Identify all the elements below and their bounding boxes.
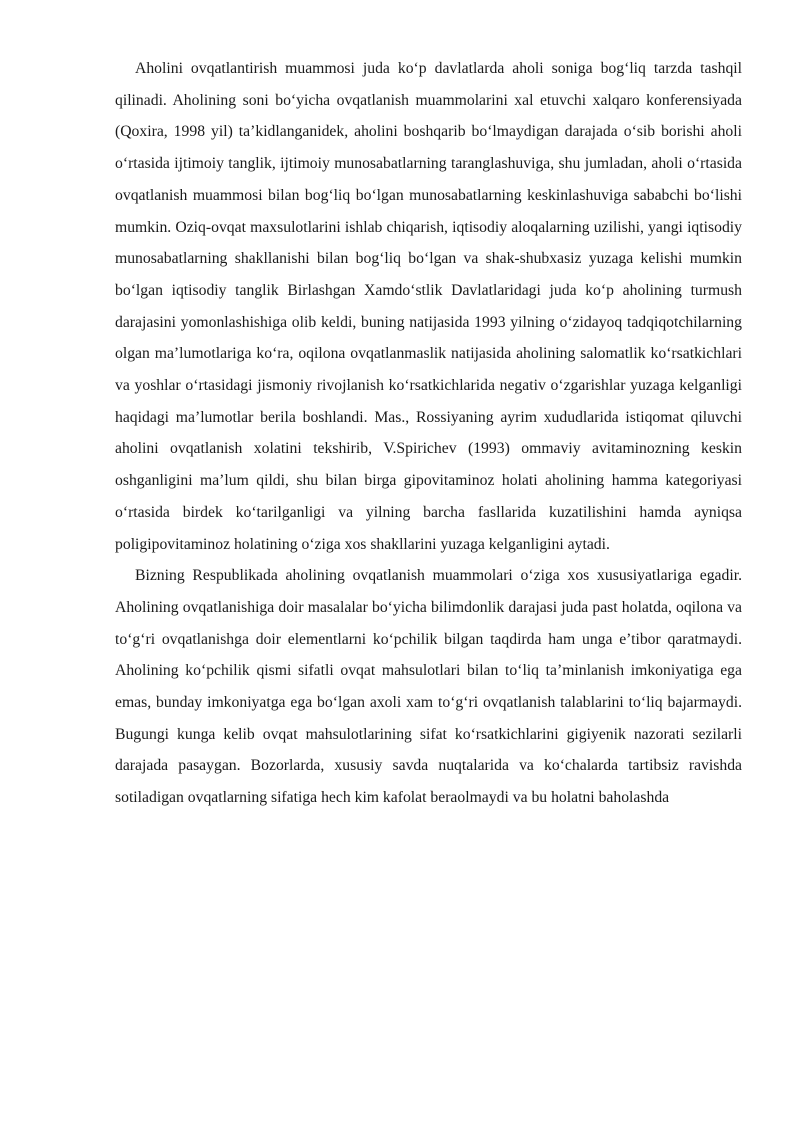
- paragraph: Aholini ovqatlantirish muammosi juda ko‘p davlatlarda aholi soniga bog‘liq tarzda tashqil qilinadi. Aholining soni bo‘yicha ovqatlanish muammolarini xal etuvchi xalqaro konferensiyada (Qoxira, 1998 yil) ta’kidlanganidek, aholini boshqarib bo‘lmaydigan darajada o‘sib borishi aholi o‘rtasida ijtimoiy tanglik, ijtimoiy munosabatlarning taranglashuviga, shu jumladan, aholi o‘rtasida ovqatlanish muammosi bilan bog‘liq bo‘lgan munosabatlarning keskinlashuviga sababchi bo‘lishi mumkin. Oziq-ovqat maxsulotlarini ishlab chiqarish, iqtisodiy aloqalarning uzilishi, yangi iqtisodiy munosabatlarning shakllanishi bilan bog‘liq bo‘lgan va shak-shubxasiz yuzaga kelishi mumkin bo‘lgan iqtisodiy tanglik Birlashgan Xamdo‘stlik Davlatlaridagi juda ko‘p aholining turmush darajasini yomonlashishiga olib keldi, buning natijasida 1993 yilning o‘zidayoq tadqiqotchilarning olgan ma’lumotlariga ko‘ra, oqilona ovqatlanmaslik natijasida aholining salomatlik ko‘rsatkichlari va yoshlar o‘rtasidagi jismoniy rivojlanish ko‘rsatkichlarida negativ o‘zgarishlar yuzaga kelganligi haqidagi ma’lumotlar berila boshlandi. Mas., Rossiyaning ayrim xududlarida istiqomat qiluvchi aholini ovqatlanish xolatini tekshirib, V.Spirichev (1993) ommaviy avitaminozning keskin oshganligini ma’lum qildi, shu bilan birga gipovitaminoz holati aholining hamma kategoriyasi o‘rtasida birdek ko‘tarilganligi va yilning barcha fasllarida kuzatilishini hamda ayniqsa poligipovitaminoz holatining o‘ziga xos shakllarini yuzaga kelganligini aytadi.: [115, 60, 742, 553]
- paragraph: Bizning Respublikada aholining ovqatlanish muammolari o‘ziga xos xususiyatlariga egadir. Aholining ovqatlanishiga doir masalalar bo‘yicha bilimdonlik darajasi juda past holatda, oqilona va to‘g‘ri ovqatlanishga doir elementlarni ko‘pchilik bilgan taqdirda ham unga e’tibor qaratmaydi. Aholining ko‘pchilik qismi sifatli ovqat mahsulotlari bilan to‘liq ta’minlanish imkoniyatiga ega emas, bunday imkoniyatga ega bo‘lgan axoli xam to‘g‘ri ovqatlanish talablarini to‘liq bajarmaydi. Bugungi kunga kelib ovqat mahsulotlarining sifat ko‘rsatkichlarini gigiyenik nazorati sezilarli darajada pasaygan. Bozorlarda, xususiy savda nuqtalarida va ko‘chalarda tartibsiz ravishda sotiladigan ovqatlarning sifatiga hech kim kafolat beraolmaydi va bu holatni baholashda: [115, 567, 742, 807]
- document-page: [115, 53, 742, 814]
